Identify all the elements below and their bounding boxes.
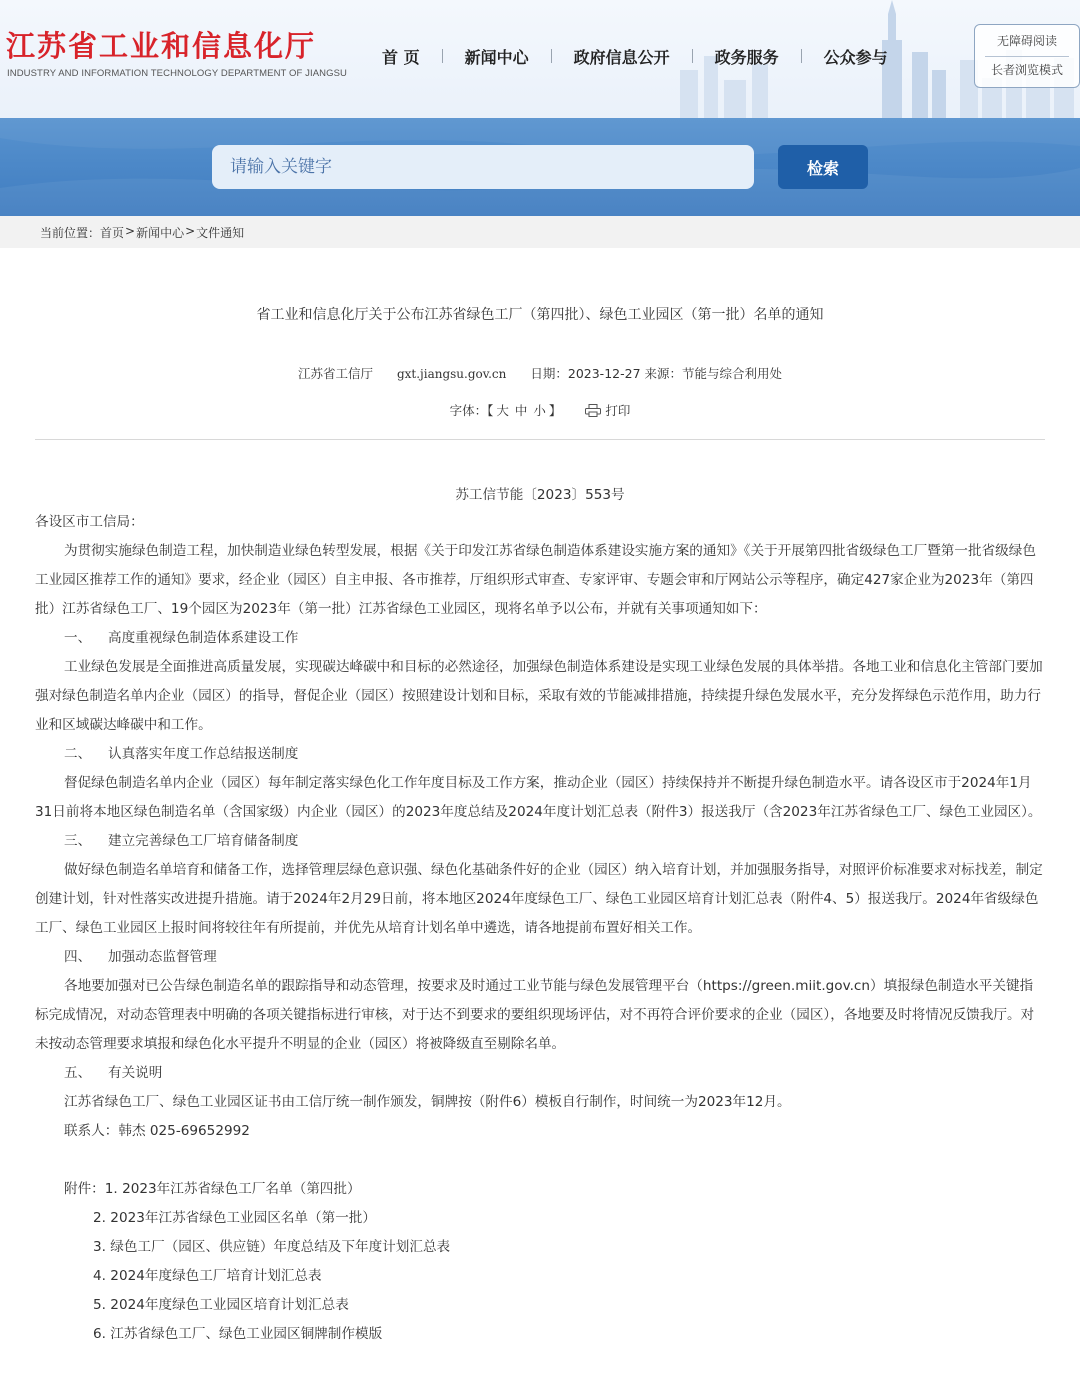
attachment-item[interactable]: 6. 江苏省绿色工厂、绿色工业园区铜牌制作模版 [93,1326,383,1342]
search-input[interactable] [212,145,754,189]
nav-gov-info-disclosure[interactable]: 政府信息公开 [573,47,670,67]
elderly-mode-button[interactable]: 长者浏览模式 [990,63,1063,77]
attachment-item[interactable]: 3. 绿色工厂（园区、供应链）年度总结及下年度计划汇总表 [93,1239,451,1255]
section-heading [35,624,1045,653]
breadcrumb-label: 当前位置： [40,226,101,240]
section-number: 三、 [64,833,92,849]
font-size-bracket: 】 [548,403,562,418]
section-title: 加强动态监督管理 [108,949,217,965]
source-label: 来源： [644,366,683,381]
article-body [35,482,1045,1349]
section-paragraph: 做好绿色制造名单培育和储备工作，选择管理层绿色意识强、绿色化基础条件好的企业（园区）纳入培育计划，并加强服务指导，对照评价标准要求对标找差，制定创建计划，针对性落实改进提升措施。请于2024年2月29日前，将本地区2024年度绿色工厂、绿色工业园区培育计划汇总表（附件4、5）报送我厅。2024年省级绿色工厂、绿色工业园区上报时间将较往年有所提前，并优先从培育计划名单中遴选，请各地提前布置好相关工作。 [35,862,1043,936]
section-title: 认真落实年度工作总结报送制度 [108,746,299,762]
site-logo-title[interactable]: 江苏省工业和信息化厅 [6,29,317,63]
article-site-url: gxt.jiangsu.gov.cn [396,367,507,381]
article-publisher: 江苏省工信厅 [297,366,373,381]
section-paragraph: 各地要加强对已公告绿色制造名单的跟踪指导和动态管理，按要求及时通过工业节能与绿色发展管理平台（https://green.miit.gov.cn）填报绿色制造水平关键指标完成情况，对动态管理表中明确的各项关键指标进行审核，对于达不到要求的要组织现场评估，对不再符合评价要求的企业（园区），各地要及时将情况反馈我厅。对未按动态管理要求填报和绿色化水平提升不明显的企业（园区）将被降级直至剔除名单。 [35,978,1035,1052]
attachments-label: 附件： [64,1181,105,1197]
accessibility-panel [974,24,1080,88]
barrier-free-reading-button[interactable]: 无障碍阅读 [996,34,1057,48]
article-meta [0,364,1080,382]
document-number: 苏工信节能〔2023〕553号 [455,487,625,503]
header-divider [35,439,1045,440]
nav-home[interactable]: 首 页 [382,47,420,67]
nav-news-center[interactable]: 新闻中心 [464,47,529,67]
print-button[interactable] [585,403,630,418]
breadcrumb-home[interactable]: 首页 [100,226,125,240]
site-header [0,0,1080,118]
nav-gov-services[interactable]: 政务服务 [714,47,779,67]
section-heading [35,740,1045,769]
article-title: 省工业和信息化厅关于公布江苏省绿色工厂（第四批）、绿色工业园区（第一批）名单的通知 [256,307,824,323]
attachment-link[interactable]: 1. 2023年江苏省绿色工厂名单（第四批） [104,1181,361,1197]
section-title: 有关说明 [108,1065,163,1081]
search-button[interactable]: 检索 [778,145,868,189]
font-size-toolbar [0,401,1080,419]
breadcrumb-separator: > [125,224,136,238]
section-number: 五、 [64,1065,92,1081]
contact-info: 联系人：韩杰 025-69652992 [64,1123,250,1139]
section-number: 四、 [64,949,92,965]
date-label: 日期： [530,366,568,381]
search-banner [0,118,1080,216]
section-number: 二、 [64,746,92,762]
breadcrumb-file-notice[interactable]: 文件通知 [196,226,245,240]
section-title: 高度重视绿色制造体系建设工作 [108,630,299,646]
breadcrumb-bar [0,216,1080,248]
section-paragraph: 督促绿色制造名单内企业（园区）每年制定落实绿色化工作年度目标及工作方案，推动企业（园区）持续保持并不断提升绿色制造水平。请各设区市于2024年1月31日前将本地区绿色制造名单（含国家级）内企业（园区）的2023年度总结及2024年度计划汇总表（附件3）报送我厅（含2023年江苏省绿色工厂、绿色工业园区）。 [35,775,1042,820]
font-size-label: 字体：【 [449,403,494,418]
intro-paragraph: 为贯彻实施绿色制造工程，加快制造业绿色转型发展，根据《关于印发江苏省绿色制造体系建设实施方案的通知》《关于开展第四批省级绿色工厂暨第一批省级绿色工业园区推荐工作的通知》要求，经企业（园区）自主申报、各市推荐，厅组织形式审查、专家评审、专题会审和厅网站公示等程序，确定427家企业为2023年（第四批）江苏省绿色工厂、19个园区为2023年（第一批）江苏省绿色工业园区，现将名单予以公布，并就有关事项通知如下： [35,543,1036,617]
article-date: 2023-12-27 [567,366,641,381]
section-heading [35,827,1045,856]
article-date-source [530,366,782,381]
spacer [35,1146,1045,1175]
section-heading [35,1059,1045,1088]
section-paragraph: 江苏省绿色工厂、绿色工业园区证书由工信厅统一制作颁发，铜牌按（附件6）模板自行制作，时间统一为2023年12月。 [64,1094,791,1110]
main-nav [360,44,910,68]
font-size-small[interactable]: 小 [533,403,546,418]
section-title: 建立完善绿色工厂培育储备制度 [108,833,299,849]
recipient: 各设区市工信局： [35,514,144,530]
breadcrumb [40,224,244,241]
print-label: 打印 [605,403,631,418]
nav-public-participation[interactable]: 公众参与 [823,47,888,67]
section-paragraph: 工业绿色发展是全面推进高质量发展，实现碳达峰碳中和目标的必然途径，加强绿色制造体系建设是实现工业绿色发展的具体举措。各地工业和信息化主管部门要加强对绿色制造名单内企业（园区）的指导，督促企业（园区）按照建设计划和目标，采取有效的节能减排措施，持续提升绿色发展水平，充分发挥绿色示范作用，助力行业和区域碳达峰碳中和工作。 [35,659,1043,733]
site-logo-subtitle: INDUSTRY AND INFORMATION TECHNOLOGY DEPARTMENT OF JIANGSU [7,68,348,79]
breadcrumb-separator: > [185,224,196,238]
accessibility-divider [985,56,1069,57]
article-source: 节能与综合利用处 [682,366,783,381]
font-size-medium[interactable]: 中 [514,403,528,418]
attachment-item[interactable]: 4. 2024年度绿色工厂培育计划汇总表 [93,1268,322,1284]
font-size-large[interactable]: 大 [496,403,509,418]
section-heading [35,943,1045,972]
printer-icon [585,404,601,417]
section-number: 一、 [64,630,92,646]
attachment-item[interactable] [35,1175,1045,1204]
breadcrumb-news-center[interactable]: 新闻中心 [136,226,185,240]
attachment-item[interactable]: 2. 2023年江苏省绿色工业园区名单（第一批） [93,1210,376,1226]
attachment-item[interactable]: 5. 2024年度绿色工业园区培育计划汇总表 [93,1297,349,1313]
